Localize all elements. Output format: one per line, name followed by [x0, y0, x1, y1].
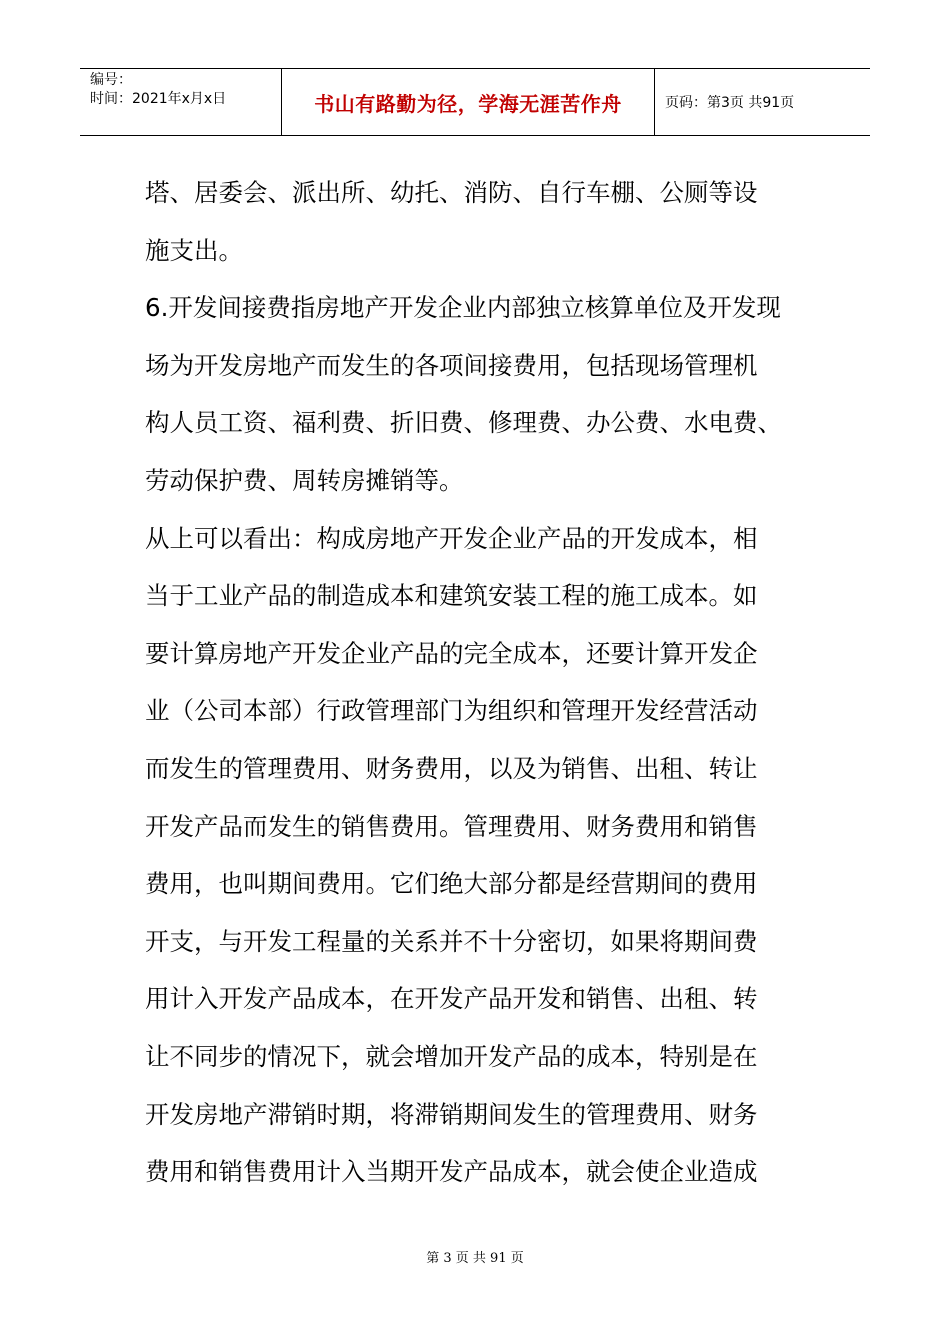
- body-line: 场为开发房地产而发生的各项间接费用，包括现场管理机: [145, 350, 758, 380]
- body-line: 而发生的管理费用、财务费用，以及为销售、出租、转让: [145, 753, 758, 783]
- body-line: 费用和销售费用计入当期开发产品成本，就会使企业造成: [145, 1157, 758, 1187]
- document-body: [145, 164, 825, 1201]
- body-line: 从上可以看出：构成房地产开发企业产品的开发成本，相: [145, 523, 758, 553]
- header-motto-cell: [282, 69, 655, 135]
- body-line: 业（公司本部）行政管理部门为组织和管理开发经营活动: [145, 696, 758, 726]
- body-line: 施支出。: [145, 235, 243, 265]
- body-line: 开支，与开发工程量的关系并不十分密切，如果将期间费: [145, 926, 758, 956]
- body-line: 劳动保护费、周转房摊销等。: [145, 465, 464, 495]
- body-line: 6.开发间接费指房地产开发企业内部独立核算单位及开发现: [145, 293, 781, 323]
- body-line: 要计算房地产开发企业产品的完全成本，还要计算开发企: [145, 638, 758, 668]
- body-line: 开发房地产滞销时期，将滞销期间发生的管理费用、财务: [145, 1099, 758, 1129]
- body-line: 让不同步的情况下，就会增加开发产品的成本，特别是在: [145, 1041, 758, 1071]
- body-line: 用计入开发产品成本，在开发产品开发和销售、出租、转: [145, 984, 758, 1014]
- page-footer: 第 3 页 共 91 页: [426, 1251, 524, 1266]
- body-line: 费用，也叫期间费用。它们绝大部分都是经营期间的费用: [145, 869, 758, 899]
- header-page-info: [655, 69, 870, 135]
- document-number-label: 编号：: [90, 72, 132, 88]
- page-header: [80, 68, 870, 136]
- body-line: 当于工业产品的制造成本和建筑安装工程的施工成本。如: [145, 581, 758, 611]
- header-meta: [80, 69, 282, 135]
- document-date-label: 时间：2021年x月x日: [90, 91, 227, 107]
- header-motto: 书山有路勤为径，学海无涯苦作舟: [314, 91, 622, 116]
- header-page-number: 页码：第3页 共91页: [665, 95, 795, 111]
- body-line: 构人员工资、福利费、折旧费、修理费、办公费、水电费、: [145, 408, 782, 438]
- body-line: 开发产品而发生的销售费用。管理费用、财务费用和销售: [145, 811, 758, 841]
- body-line: 塔、居委会、派出所、幼托、消防、自行车棚、公厕等设: [145, 178, 758, 207]
